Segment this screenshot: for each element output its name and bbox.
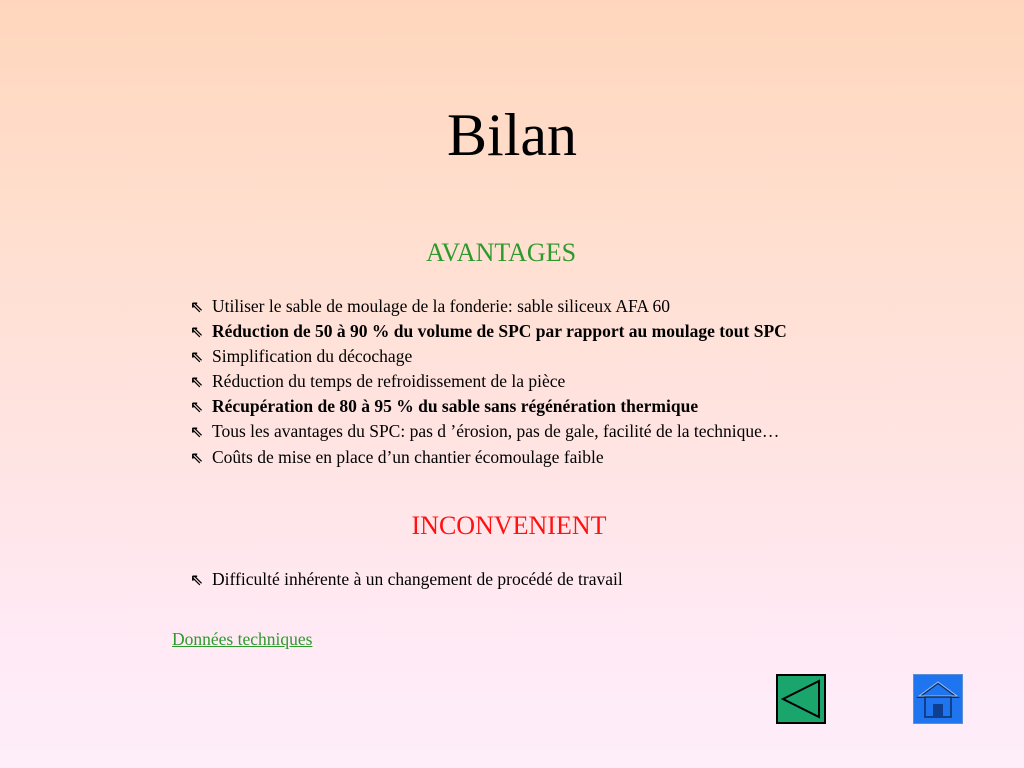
arrow-bullet-icon: ⇖ [190, 322, 204, 342]
advantage-item [190, 344, 787, 369]
advantage-item [190, 319, 787, 344]
drawbacks-list [190, 567, 623, 592]
home-icon [914, 675, 962, 723]
advantage-item [190, 445, 787, 470]
arrow-bullet-icon: ⇖ [190, 347, 204, 367]
advantage-item [190, 394, 787, 419]
technical-data-link[interactable]: Données techniques [172, 629, 313, 649]
advantage-text: Utiliser le sable de moulage de la fonderie: sable siliceux AFA 60 [212, 296, 670, 316]
advantage-text: Réduction de 50 à 90 % du volume de SPC par rapport au moulage tout SPC [212, 321, 787, 342]
arrow-bullet-icon: ⇖ [190, 397, 204, 417]
drawbacks-heading: INCONVENIENT [411, 511, 607, 540]
drawback-item [190, 567, 623, 592]
back-triangle-icon [778, 676, 824, 722]
arrow-bullet-icon: ⇖ [190, 570, 204, 589]
advantage-item [190, 294, 787, 319]
back-button[interactable] [776, 674, 826, 724]
advantage-item [190, 369, 787, 394]
arrow-bullet-icon: ⇖ [190, 372, 204, 392]
arrow-bullet-icon: ⇖ [190, 422, 204, 442]
advantages-list [190, 294, 787, 470]
arrow-bullet-icon: ⇖ [190, 297, 204, 316]
slide-title: Bilan [447, 102, 577, 168]
advantage-text: Simplification du décochage [212, 346, 413, 367]
advantage-item [190, 419, 787, 444]
advantage-text: Tous les avantages du SPC: pas d ’érosion, pas de gale, facilité de la technique… [212, 421, 780, 442]
advantage-text: Coûts de mise en place d’un chantier écomoulage faible [212, 446, 604, 467]
advantage-text: Réduction du temps de refroidissement de la pièce [212, 371, 566, 392]
home-button[interactable] [913, 674, 963, 724]
arrow-bullet-icon: ⇖ [190, 447, 204, 467]
advantage-text: Récupération de 80 à 95 % du sable sans régénération thermique [212, 396, 699, 417]
drawback-text: Difficulté inhérente à un changement de procédé de travail [212, 569, 623, 589]
advantages-heading: AVANTAGES [425, 238, 577, 267]
